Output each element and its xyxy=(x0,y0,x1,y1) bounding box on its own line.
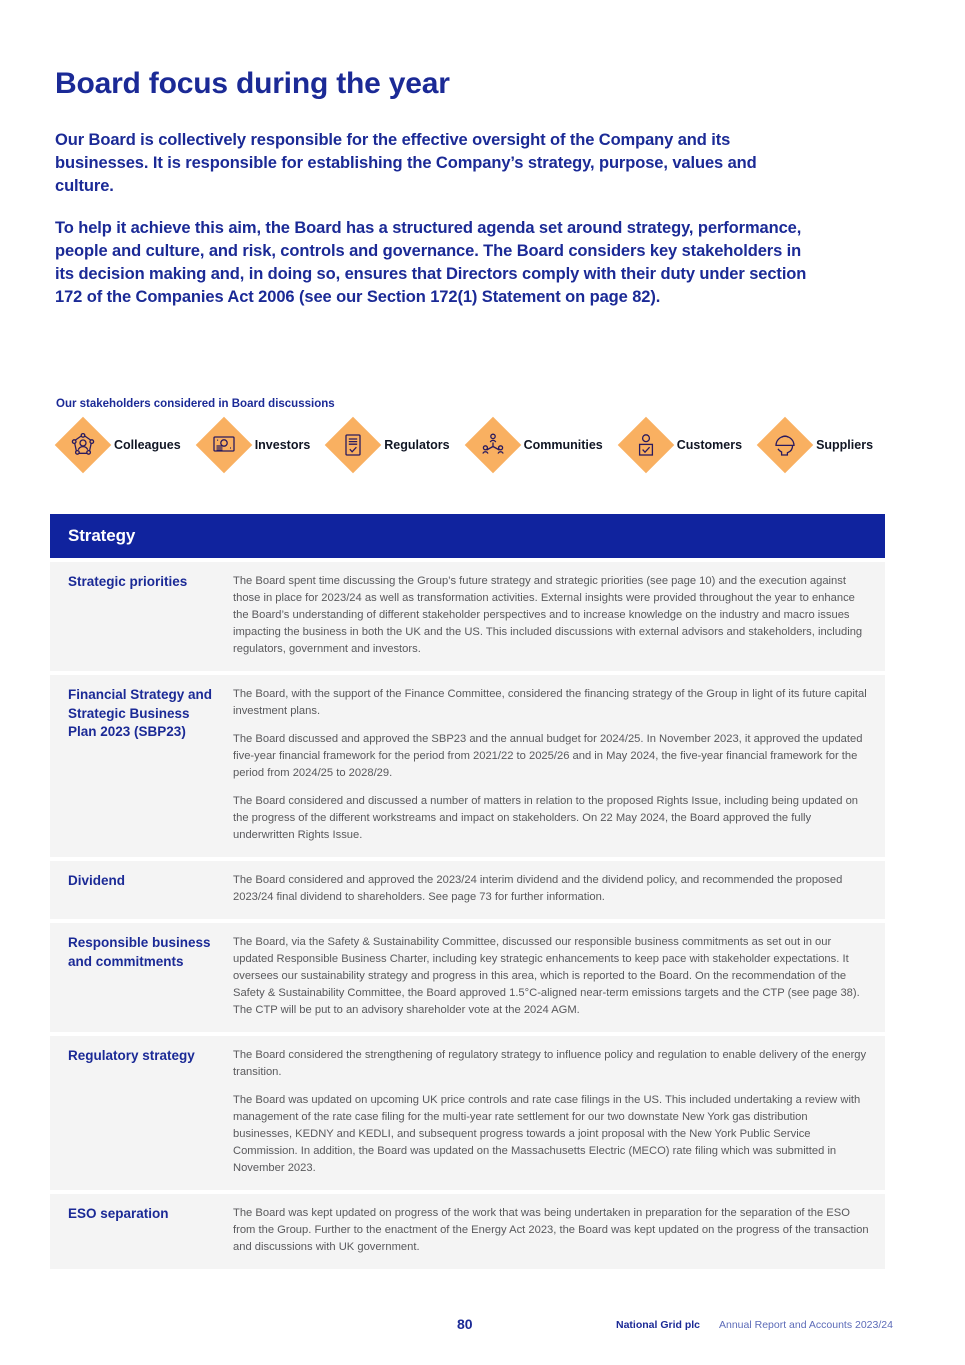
row-paragraph: The Board discussed and approved the SBP23 and the annual budget for 2024/25. In November 2023, it approved the updated five-year financial framework for the period from 2021/22 to 2025/26 and in May 2024, the five-year financial framework for the period from 2024/25 to 2028/29. xyxy=(233,733,863,780)
row-body xyxy=(233,934,869,1019)
stakeholder-label: Communities xyxy=(523,438,603,452)
stakeholder-label: Suppliers xyxy=(816,438,874,452)
communities-people-group-icon xyxy=(480,432,506,458)
intro-section xyxy=(55,129,815,328)
row-paragraph: The Board considered and approved the 2023/24 interim dividend and the dividend policy, and recommended the proposed 2023/24 final dividend to shareholders. See page 73 for further information. xyxy=(233,874,843,904)
colleagues-diamond xyxy=(56,418,110,472)
row-body xyxy=(233,1205,869,1256)
row-paragraph: The Board, with the support of the Finance Committee, considered the financing strategy of the Group in light of its future capital investment plans. xyxy=(233,688,867,718)
stakeholder-regulators xyxy=(326,418,449,472)
row-label: Strategic priorities xyxy=(68,574,188,589)
regulators-diamond xyxy=(326,418,380,472)
customers-person-check-icon xyxy=(633,432,659,458)
row-body xyxy=(233,573,869,658)
stakeholder-colleagues xyxy=(56,418,181,472)
footer-brand: National Grid plc xyxy=(616,1319,701,1331)
row-label: ESO separation xyxy=(68,1206,169,1222)
row-paragraph: The Board was kept updated on progress of the work that was being undertaken in preparation for the separation of the ESO from the Group. Further to the enactment of the Energy Act 2023, the Board was kept updated on the progress of the transaction and discussions with UK government. xyxy=(233,1207,869,1254)
row-body xyxy=(233,872,869,906)
table-row xyxy=(50,1036,885,1190)
stakeholder-label: Customers xyxy=(676,438,743,452)
suppliers-diamond xyxy=(758,418,812,472)
investors-diamond xyxy=(197,418,251,472)
customers-diamond xyxy=(619,418,673,472)
table-row xyxy=(50,675,885,857)
table-section-header: Strategy xyxy=(50,514,885,558)
table-row xyxy=(50,1194,885,1269)
stakeholder-communities xyxy=(466,418,603,472)
stakeholders-heading: Our stakeholders considered in Board discussions xyxy=(56,398,335,410)
page-number: 80 xyxy=(457,1316,473,1332)
stakeholder-label: Investors xyxy=(254,438,311,452)
table-row xyxy=(50,562,885,671)
stakeholder-investors xyxy=(197,418,311,472)
table-row xyxy=(50,923,885,1032)
intro-paragraph-2: To help it achieve this aim, the Board has a structured agenda set around strategy, performance, people and culture, and risk, controls and governance. The Board considers key stakeholders in its decision making and, in doing so, ensures that Directors comply with their duty under section 172 of the Companies Act 2006 (see our Section 172(1) Statement on page 82). xyxy=(55,219,807,306)
page-title: Board focus during the year xyxy=(55,67,450,101)
row-paragraph: The Board considered and discussed a number of matters in relation to the proposed Rights Issue, including being updated on the progress of the different workstreams and impact on stakeholders. On 22 May 2024, the Board approved the fully underwritten Rights Issue. xyxy=(233,795,859,842)
row-paragraph: The Board was updated on upcoming UK price controls and rate case filings in the US. This included undertaking a review with management of the rate case filing for the multi-year rate settlement for our two downstate New York gas distribution businesses, KEDNY and KEDLI, and subsequent progress towards a joint proposal with the New York Public Service Commission. In addition, the Board was updated on the Massachusetts Electric (MECO) rate filing which was submitted in November 2023. xyxy=(233,1094,861,1175)
communities-diamond xyxy=(466,418,520,472)
row-paragraph: The Board, via the Safety & Sustainability Committee, discussed our responsible business commitments as set out in our updated Responsible Business Charter, including key strategic enhancements to keep pace with stakeholder expectations. It oversees our sustainability strategy and progress in this area, which is reported to the Board. On the recommendation of the Safety & Sustainability Committee, the Board approved 1.5°C-aligned near-term emissions targets and the CTP (see page 38). The CTP will be put to an advisory shareholder vote at the 2024 AGM. xyxy=(233,936,860,1017)
row-paragraph: The Board spent time discussing the Group’s future strategy and strategic priorities (see page 10) and the execution against those in place for 2023/24 as well as transformation activities. External insights were provided throughout the year to enhance the Board’s understanding of different stakeholder perspectives and to increase knowledge on the industry and macro issues impacting the business in both the UK and the US. This included discussions with external advisors and stakeholders, including regulators, government and investors. xyxy=(233,575,863,656)
page-footer xyxy=(0,1316,965,1340)
row-label: Financial Strategy and Strategic Business Plan 2023 (SBP23) xyxy=(68,687,213,740)
row-body xyxy=(233,686,869,844)
stakeholder-label: Regulators xyxy=(384,438,450,452)
stakeholder-suppliers xyxy=(758,418,873,472)
row-body xyxy=(233,1047,869,1177)
intro-paragraph-1: Our Board is collectively responsible for the effective oversight of the Company and its businesses. It is responsible for establishing the Company’s strategy, purpose, values and culture. xyxy=(55,131,757,195)
stakeholder-customers xyxy=(619,418,742,472)
colleagues-network-icon xyxy=(70,432,96,458)
stakeholders-row xyxy=(56,418,916,472)
investors-chart-card-icon xyxy=(211,432,237,458)
board-focus-table xyxy=(50,514,885,1269)
footer-document-title: Annual Report and Accounts 2023/24 xyxy=(719,1319,893,1331)
row-label: Dividend xyxy=(68,873,126,889)
table-row xyxy=(50,861,885,919)
row-label: Responsible business and commitments xyxy=(68,935,211,969)
suppliers-hardhat-head-icon xyxy=(772,432,798,458)
row-paragraph: The Board considered the strengthening of regulatory strategy to influence policy and regulation to enable delivery of the energy transition. xyxy=(233,1049,867,1079)
regulators-checked-document-icon xyxy=(340,432,366,458)
row-label: Regulatory strategy xyxy=(68,1048,195,1064)
stakeholder-label: Colleagues xyxy=(114,438,181,452)
